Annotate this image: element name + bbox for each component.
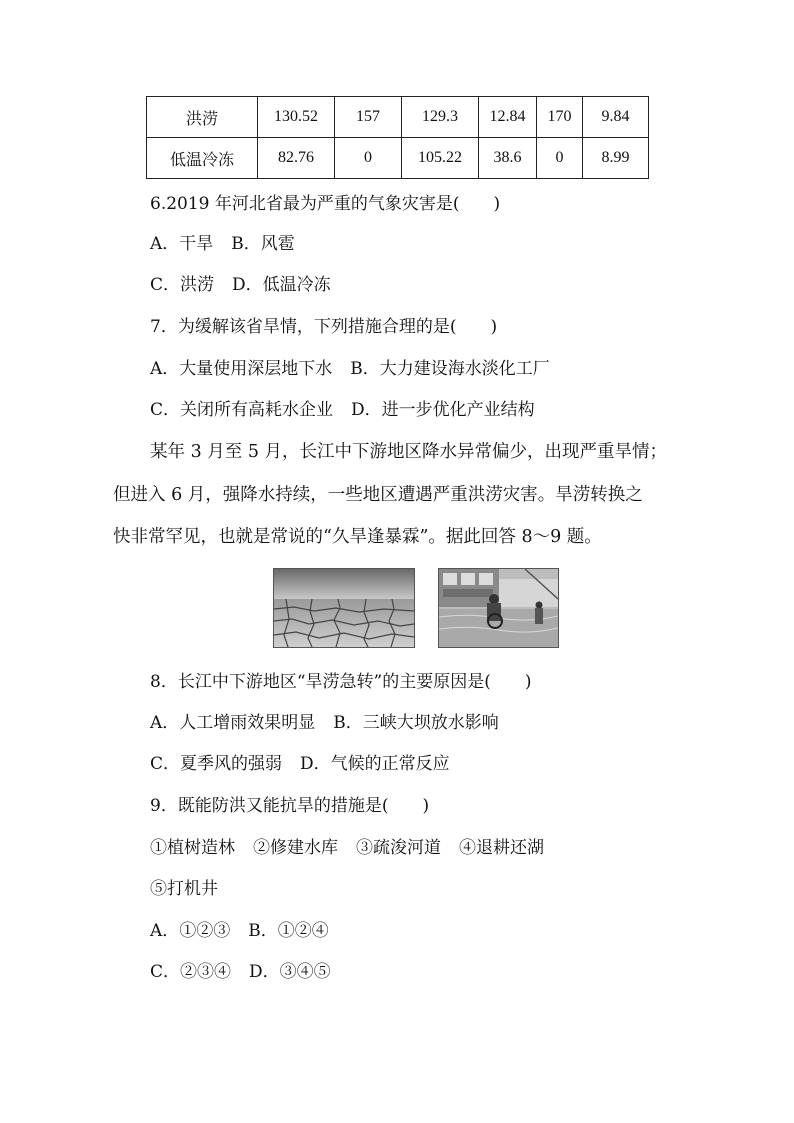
table-cell: 洪涝 <box>147 97 258 138</box>
question-8-options-ab <box>150 715 499 732</box>
q6-option-a: A．干旱 <box>150 234 214 254</box>
question-9-options-cd <box>150 964 331 981</box>
q8-option-c: C．夏季风的强弱 <box>150 754 283 774</box>
question-9-stem: 9．既能防洪又能抗旱的措施是( ) <box>150 796 430 816</box>
question-7-options-ab <box>150 361 550 378</box>
question-9-items <box>150 840 544 857</box>
passage-line-3: 快非常罕见，也就是常说的“久旱逢暴霖”。据此回答 8～9 题。 <box>113 527 602 547</box>
table-cell: 0 <box>335 138 402 179</box>
question-8-options-cd <box>150 756 450 773</box>
table-cell: 0 <box>537 138 583 179</box>
q8-option-a: A．人工增雨效果明显 <box>150 713 316 733</box>
table-cell: 130.52 <box>258 97 335 138</box>
table-cell: 157 <box>335 97 402 138</box>
question-7-options-cd <box>150 402 535 419</box>
table-cell: 低温冷冻 <box>147 138 258 179</box>
table-row <box>147 138 649 179</box>
q8-option-b: B．三峡大坝放水影响 <box>333 713 499 733</box>
table-cell: 129.3 <box>402 97 479 138</box>
q7-option-d: D．进一步优化产业结构 <box>351 400 535 420</box>
question-9-options-ab <box>150 923 329 940</box>
flood-photo <box>438 568 559 648</box>
q9-item-2: ②修建水库 <box>253 838 338 858</box>
table-cell: 38.6 <box>479 138 537 179</box>
q8-option-d: D．气候的正常反应 <box>300 754 450 774</box>
table-cell: 12.84 <box>479 97 537 138</box>
table-cell: 105.22 <box>402 138 479 179</box>
table-cell: 9.84 <box>583 97 649 138</box>
disaster-data-table <box>146 96 649 179</box>
q9-option-c: C．②③④ <box>150 962 232 982</box>
table-cell: 82.76 <box>258 138 335 179</box>
q7-option-b: B．大力建设海水淡化工厂 <box>350 359 550 379</box>
question-8-stem: 8．长江中下游地区“旱涝急转”的主要原因是( ) <box>150 672 532 692</box>
table-cell: 8.99 <box>583 138 649 179</box>
drought-photo <box>273 568 415 648</box>
passage-line-2: 但进入 6 月，强降水持续，一些地区遭遇严重洪涝灾害。旱涝转换之 <box>113 485 643 505</box>
q9-option-d: D．③④⑤ <box>249 962 331 982</box>
q7-option-c: C．关闭所有高耗水企业 <box>150 400 334 420</box>
table-cell: 170 <box>537 97 583 138</box>
q6-option-c: C．洪涝 <box>150 275 215 295</box>
q7-option-a: A．大量使用深层地下水 <box>150 359 333 379</box>
q9-item-4: ④退耕还湖 <box>459 838 544 858</box>
question-6-options-ab <box>150 236 295 253</box>
q9-item-5: ⑤打机井 <box>150 879 218 899</box>
passage-line-1: 某年 3 月至 5 月，长江中下游地区降水异常偏少，出现严重旱情； <box>150 442 668 462</box>
table-row <box>147 97 649 138</box>
q6-option-d: D．低温冷冻 <box>232 275 331 295</box>
q9-item-1: ①植树造林 <box>150 838 235 858</box>
q9-option-b: B．①②④ <box>248 921 329 941</box>
question-6-stem: 6.2019 年河北省最为严重的气象灾害是( ) <box>150 194 501 214</box>
q9-option-a: A．①②③ <box>150 921 231 941</box>
question-6-options-cd <box>150 277 331 294</box>
q6-option-b: B．风雹 <box>231 234 295 254</box>
question-7-stem: 7．为缓解该省旱情，下列措施合理的是( ) <box>150 317 498 337</box>
q9-item-3: ③疏浚河道 <box>356 838 441 858</box>
